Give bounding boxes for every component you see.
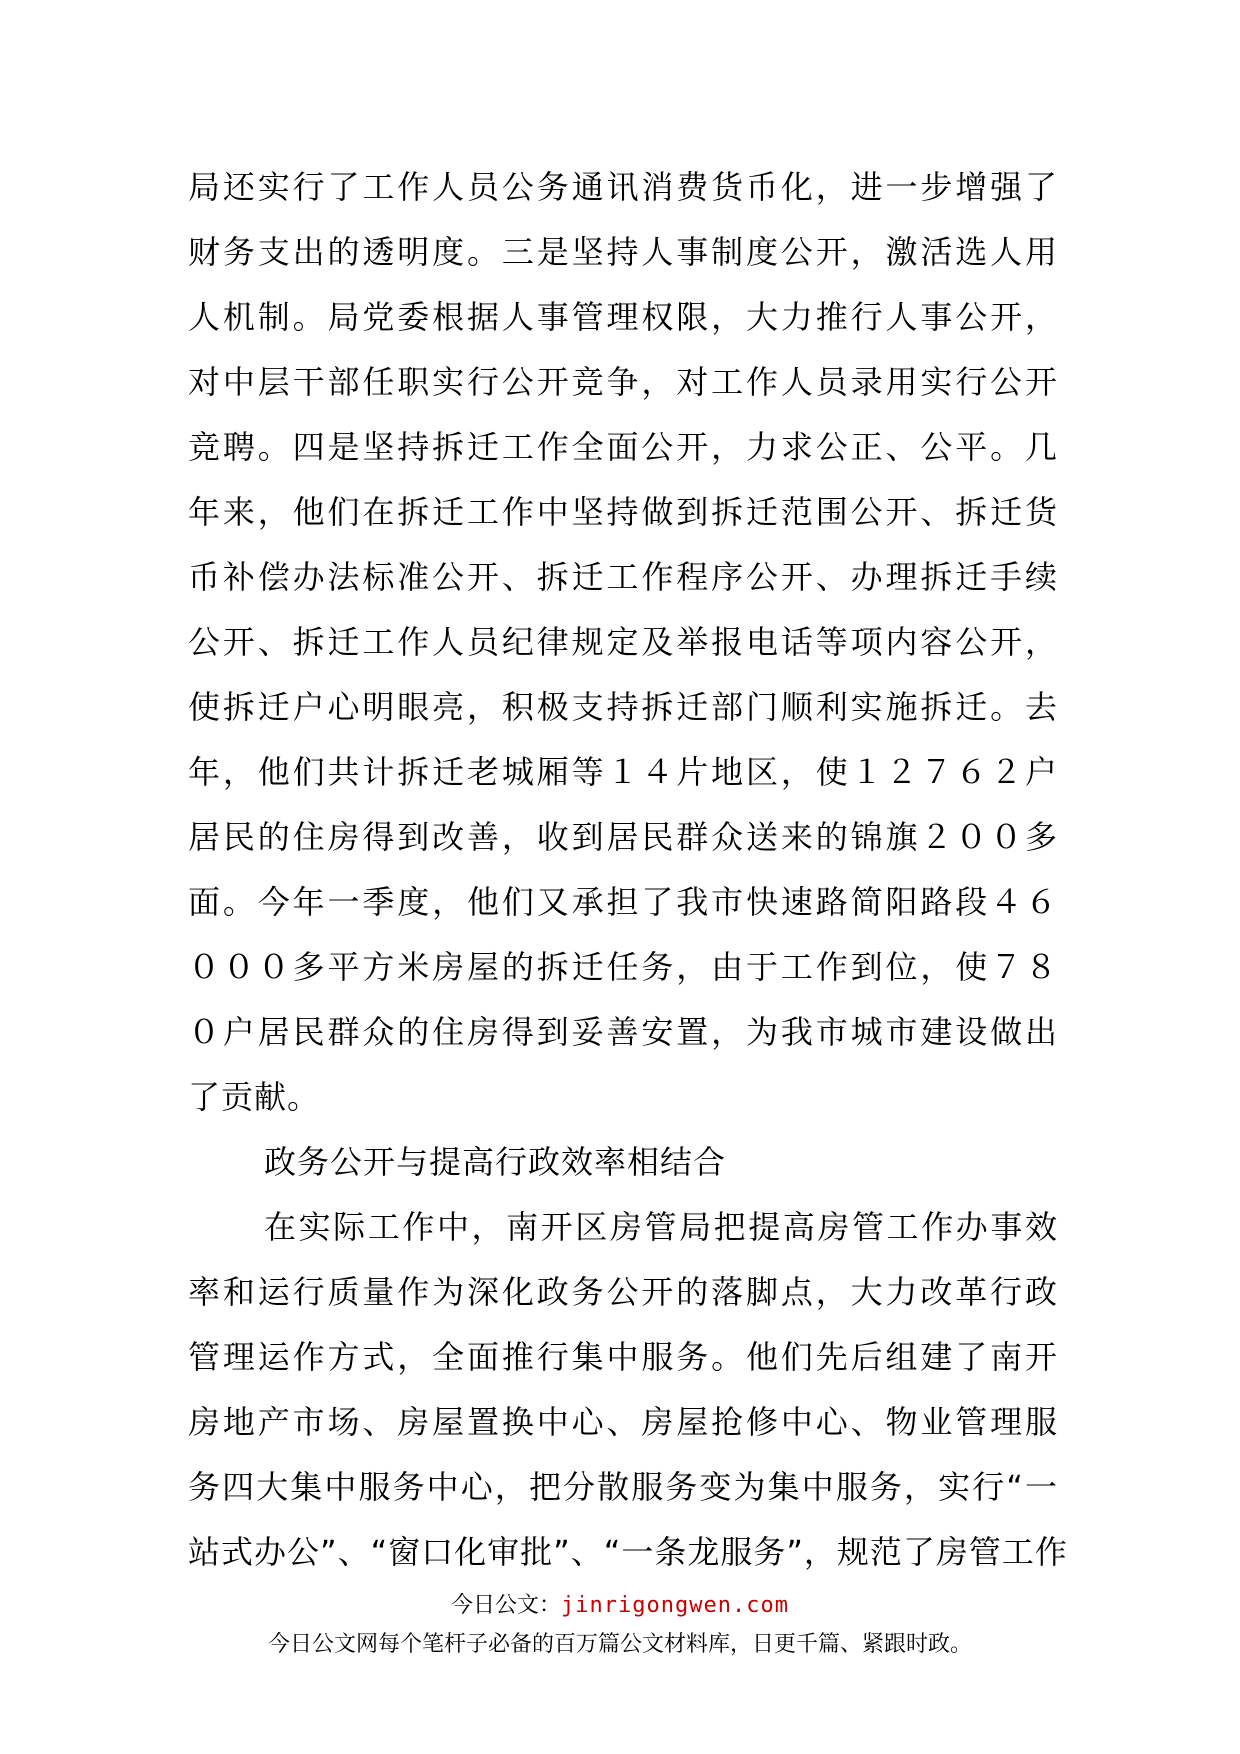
paragraph-1-line: 居民的住房得到改善，收到居民群众送来的锦旗２００多 (188, 818, 1058, 856)
paragraph-2-line: 站式办公”、“窗口化审批”、“一条龙服务”，规范了房管工作 (188, 1533, 1068, 1571)
paragraph-1-last-line: 了贡献。 (188, 1078, 321, 1116)
paragraph-2-line: 率和运行质量作为深化政务公开的落脚点，大力改革行政 (188, 1273, 1058, 1311)
footer-site-line (0, 1588, 1240, 1619)
paragraph-1-line: ０００多平方米房屋的拆迁任务，由于工作到位，使７８ (188, 948, 1058, 986)
footer-site-label: 今日公文： (451, 1593, 562, 1618)
paragraph-1-line: 对中层干部任职实行公开竞争，对工作人员录用实行公开 (188, 363, 1058, 401)
paragraph-1-line: 年，他们共计拆迁老城厢等１４片地区，使１２７６２户 (188, 753, 1058, 791)
paragraph-2-line: 务四大集中服务中心，把分散服务变为集中服务，实行“一 (188, 1468, 1058, 1506)
section-heading: 政务公开与提高行政效率相结合 (264, 1143, 727, 1181)
footer-slogan: 今日公文网每个笔杆子必备的百万篇公文材料库，日更千篇、紧跟时政。 (267, 1632, 972, 1657)
paragraph-1-line: 公开、拆迁工作人员纪律规定及举报电话等项内容公开， (188, 623, 1058, 661)
paragraph-1-line: 面。今年一季度，他们又承担了我市快速路简阳路段４６ (188, 883, 1058, 921)
paragraph-2-line: 管理运作方式，全面推行集中服务。他们先后组建了南开 (188, 1338, 1058, 1376)
paragraph-2-first-line: 在实际工作中，南开区房管局把提高房管工作办事效 (264, 1208, 1058, 1246)
footer-site-link[interactable]: jinrigongwen.com (561, 1593, 789, 1618)
paragraph-1-line: 人机制。局党委根据人事管理权限，大力推行人事公开， (188, 298, 1058, 336)
paragraph-1-line: 竞聘。四是坚持拆迁工作全面公开，力求公正、公平。几 (188, 428, 1058, 466)
document-body (188, 155, 1068, 1585)
paragraph-1-line: 财务支出的透明度。三是坚持人事制度公开，激活选人用 (188, 233, 1058, 271)
paragraph-2-line: 房地产市场、房屋置换中心、房屋抢修中心、物业管理服 (188, 1403, 1058, 1441)
paragraph-1-line: 年来，他们在拆迁工作中坚持做到拆迁范围公开、拆迁货 (188, 493, 1058, 531)
paragraph-1-line: 局还实行了工作人员公务通讯消费货币化，进一步增强了 (188, 168, 1058, 206)
paragraph-1-line: 币补偿办法标准公开、拆迁工作程序公开、办理拆迁手续 (188, 558, 1058, 596)
paragraph-1-line: 使拆迁户心明眼亮，积极支持拆迁部门顺利实施拆迁。去 (188, 688, 1058, 726)
paragraph-1-line: ０户居民群众的住房得到妥善安置，为我市城市建设做出 (188, 1013, 1058, 1051)
